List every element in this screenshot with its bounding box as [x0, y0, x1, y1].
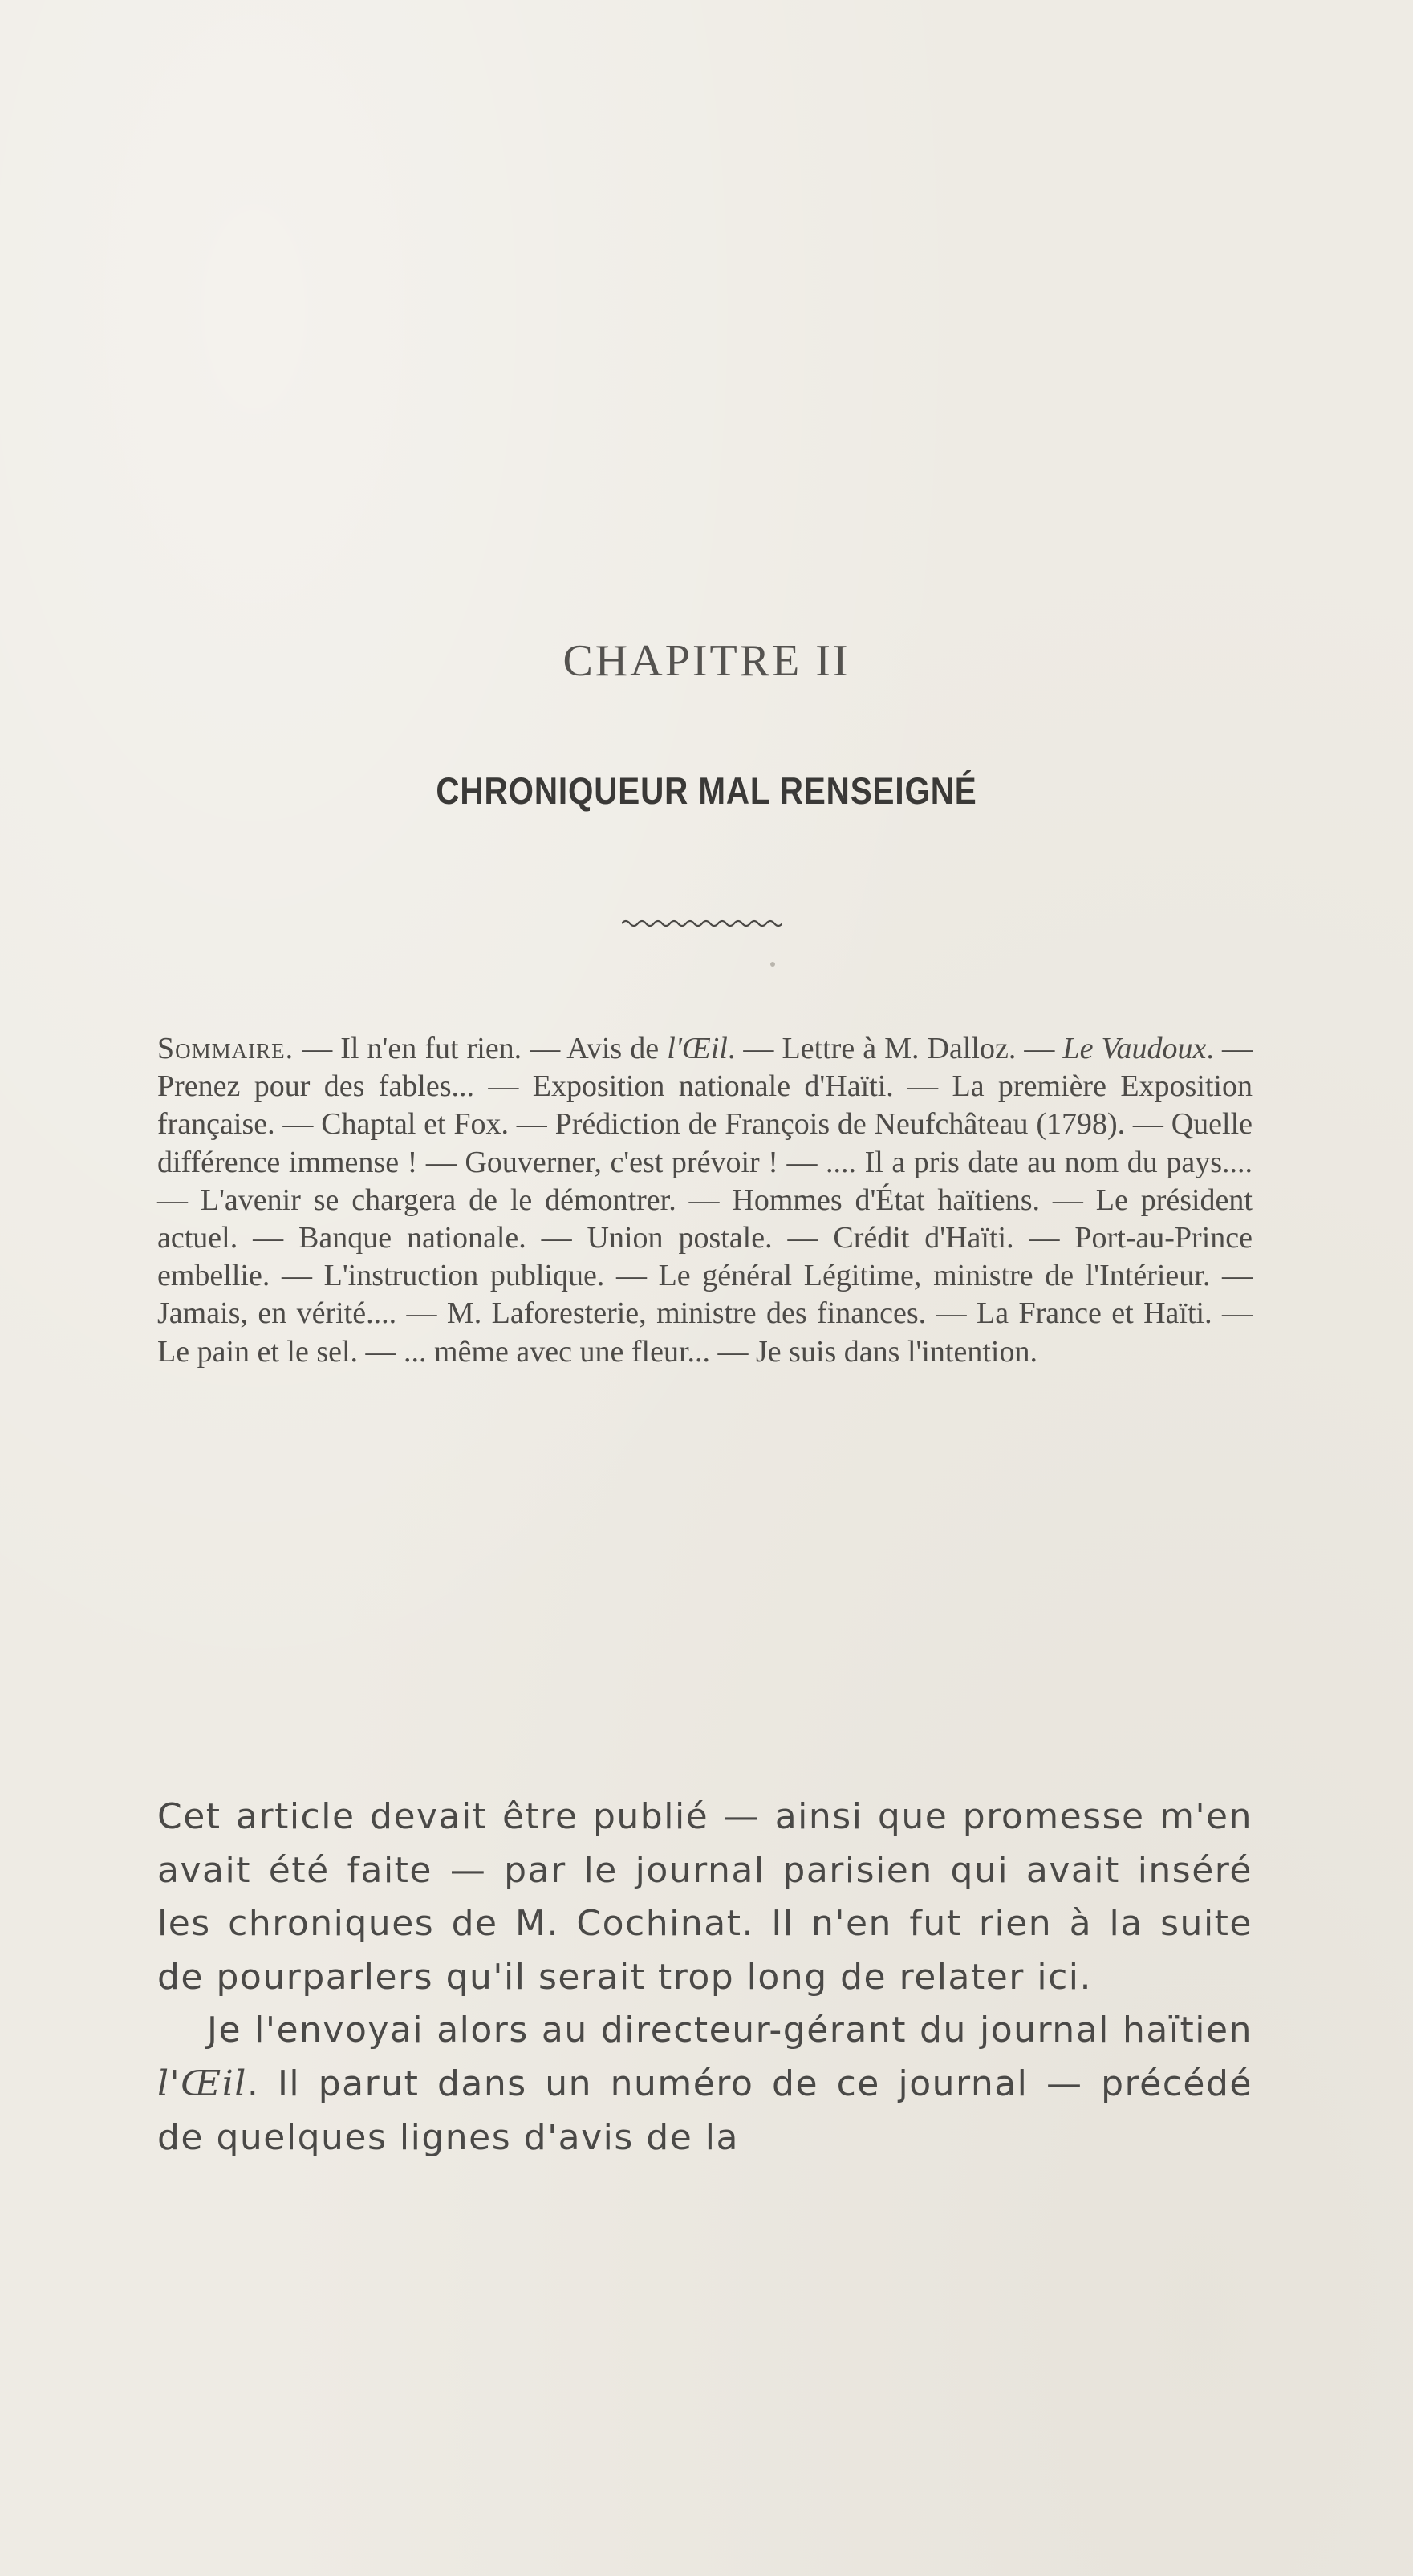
summary-text: . — Lettre à M. Dalloz. —: [727, 1032, 1063, 1065]
chapter-summary: [157, 1030, 1253, 1371]
summary-text: — Il n'en fut rien. — Avis de: [294, 1032, 668, 1065]
wavy-ornament-divider: [622, 918, 782, 929]
summary-italic-title: Le Vaudoux: [1062, 1032, 1207, 1065]
summary-label: Sommaire.: [157, 1032, 294, 1065]
body-italic-journal: l'Œil: [157, 2063, 247, 2104]
body-paragraph: [157, 2004, 1253, 2164]
summary-italic-journal: l'Œil: [667, 1032, 728, 1065]
body-text: . Il parut dans un numéro de ce journal — précédé de quelques lignes d'avis de la: [157, 2063, 1253, 2158]
ornament-dot: [770, 962, 775, 967]
body-text: Je l'envoyai alors au directeur-gérant du journal haïtien: [207, 2010, 1253, 2051]
chapter-title: CHRONIQUEUR MAL RENSEIGNÉ: [436, 769, 977, 812]
body-paragraph: Cet article devait être publié — ainsi que promesse m'en avait été faite — par le journal parisien qui avait inséré les chroniques de M. Cochinat. Il n'en fut rien à la suite de pourparlers qu'il serait trop long de relater ici.: [157, 1796, 1253, 1998]
chapter-heading: CHAPITRE II: [562, 636, 851, 686]
summary-text: . — Prenez pour des fables... — Exposition nationale d'Haïti. — La première Exposition française. — Chaptal et Fox. — Prédiction de François de Neufchâteau (1798). — Quelle différence immense ! — Gouverner, c'est prévoir ! — .... Il a pris date au nom du pays.... — L'avenir se chargera de le démontrer. — Hommes d'État haïtiens. — Le président actuel. — Banque nationale. — Union postale. — Crédit d'Haïti. — Port-au-Prince embellie. — L'instruction publique. — Le général Légitime, ministre de l'Intérieur. — Jamais, en vérité.... — M. Laforesterie, ministre des finances. — La France et Haïti. — Le pain et le sel. — ... même avec une fleur... — Je suis dans l'intention.: [157, 1032, 1253, 1369]
chapter-body: [157, 1791, 1253, 2164]
